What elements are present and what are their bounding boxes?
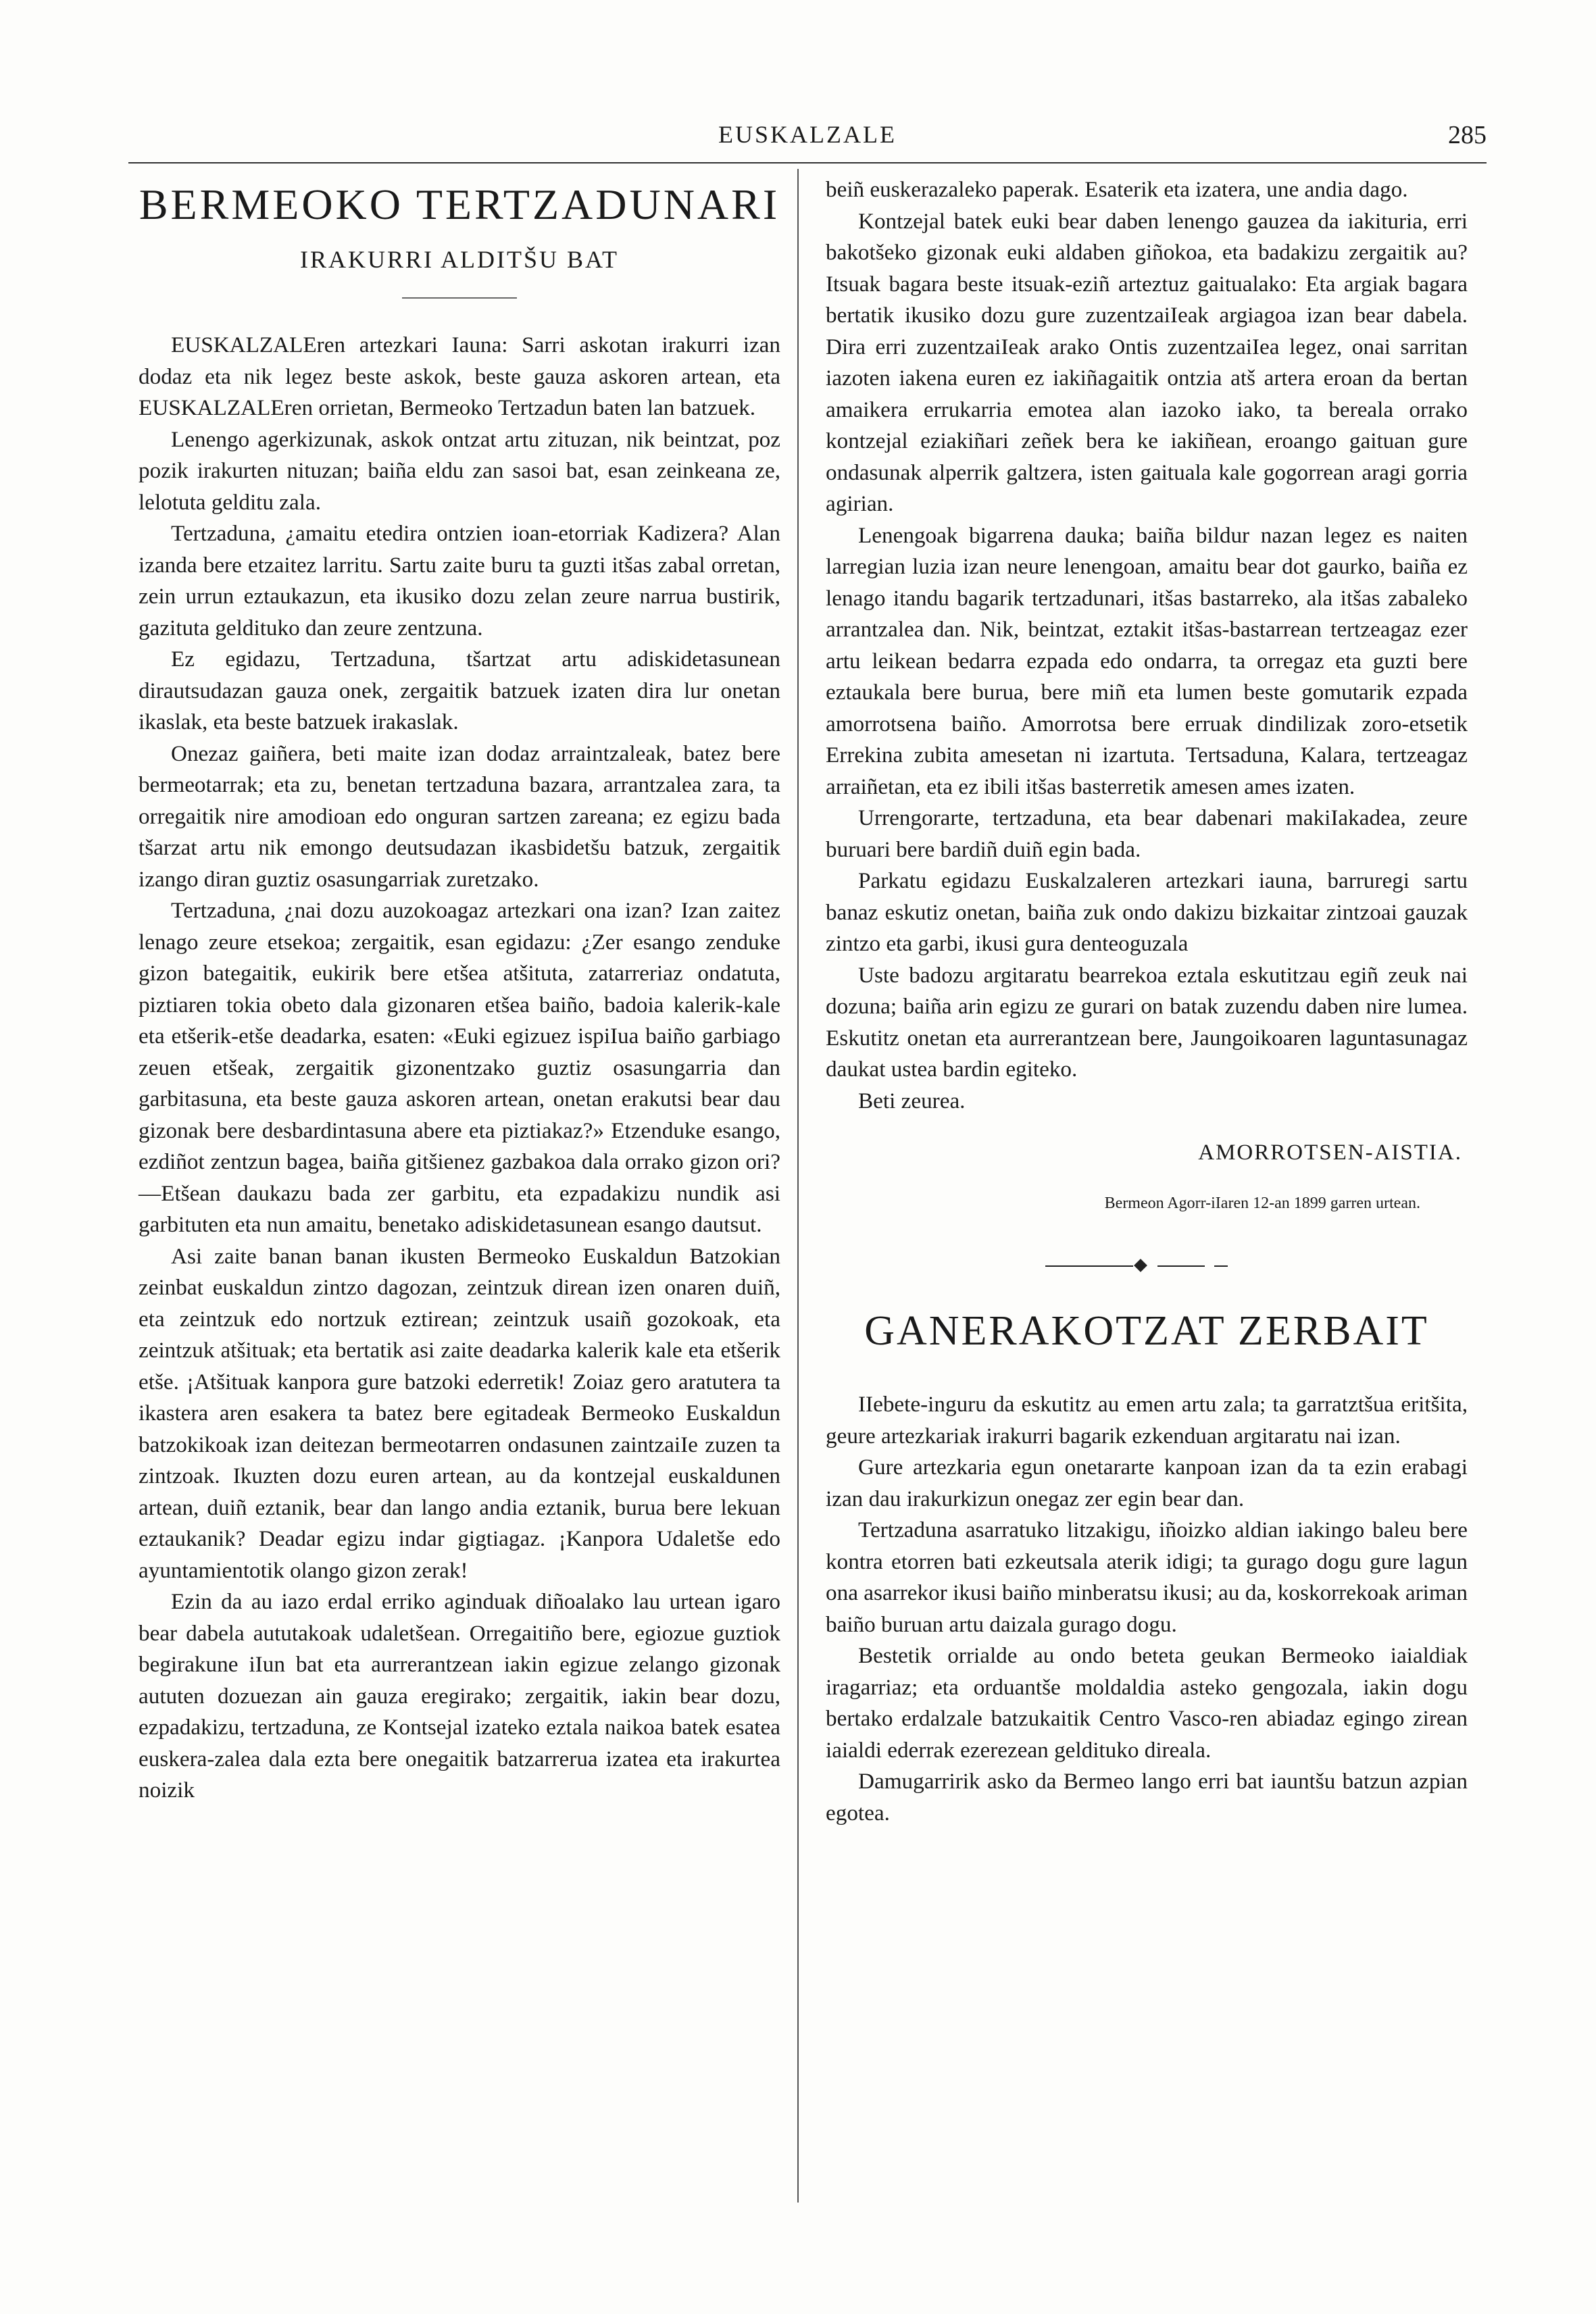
article-subtitle: IRAKURRI ALDITŠU BAT <box>299 246 619 273</box>
paragraph: Onezaz gaiñera, beti maite izan dodaz arraintzaleak, batez bere bermeotarrak; eta zu, benetan tertzaduna bazara, arrantzalea zara, ta orregaitik nire amodioan edo onguran sartzen zareana; ez egizu bada tšarzat artu nik emongo deutsudazan ikasbidetšu batzuk, zergaitik izango diran guztiz osasungarriak zuretzako. <box>139 740 780 892</box>
paragraph: Beti zeurea. <box>858 1088 966 1113</box>
paragraph: EUSKALZALEren artezkari Iauna: Sarri askotan irakurri izan dodaz eta nik legez beste askok, beste gauza askoren artean, eta EUSKALZALEren orrietan, Bermeoko Tertzadun baten lan batzuek. <box>139 332 780 420</box>
paragraph: Lenengoak bigarrena dauka; baiña bildur nazan legez es naiten larregian luzia izan neure lenengoan, amaitu bear dot gaurko, baiña ez lenago itandu bagarik tertzadunari, itšas bastarreko, ala itšas zabaleko arrantzalea dan. Nik, beintzat, eztakit itšas-bastarrean tertzeagaz ezer artu leikean bedarra ezpada edo ondarra, ta orregaz eta guzti bere eztaukala bere burua, bere miñ eta lumen beste gomutarik ezpada amorrotsena baiño. Amorrotsa bere erruak dindilizak zoro-etsetik Errekina zubita amesetan ni izartuta. Tertsaduna, Kalara, tertzeagaz arraiñetan, eta ez ibili itšas basterretik amesen ames izaten. <box>826 522 1468 799</box>
paragraph: Asi zaite banan banan ikusten Bermeoko Euskaldun Batzokian zeinbat euskaldun zintzo dagozan, zeintzuk direan izen onaren duiñ, eta zeintzuk edo nortzuk eztirean; zeintzuk usaiñ gozokoak, eta zeintzuk atšituak; eta bertatik asi zaite deadarka kalerik kale eta etšerik etše. ¡Atšituak kanpora gure batzoki ederretik! Zoiaz gero aratutera ta ikastera aren esakera ta batez bere egitadeak Bermeoko Euskaldun batzokikoak izan deitezan bermeotarren ondasunen zaintzaiIe zuzen ta zintzoak. Ikuzten dozu euren artean, au da kontzejal euskaldunen artean, duiñ eztanik, bear dan lango andia eztanik, burua bere lekuan eztaukanik? Deadar egizu indar gigtiagaz. ¡Kanpora Udaletše edo ayuntamientotik olango gizon zerak! <box>139 1243 780 1583</box>
column-divider <box>797 169 799 2203</box>
signature: AMORROTSEN-AISTIA. <box>1198 1140 1462 1165</box>
paragraph: Ez egidazu, Tertzaduna, tšartzat artu adiskidetasunean dirautsudazan gauza onek, zergaitik batzuek izaten dira lur onetan ikaslak, eta beste batzuek irakaslak. <box>139 647 780 734</box>
paragraph: Gure artezkaria egun onetararte kanpoan izan da ta ezin erabagi izan dau irakurkizun onegaz zer egin bear dan. <box>826 1455 1468 1511</box>
paragraph: Lenengo agerkizunak, askok ontzat artu zituzan, nik beintzat, poz pozik irakurten nituzan; baiña eldu zan sasoi bat, esan zeinkeana ze, lelotuta gelditu zala. <box>139 426 780 515</box>
paragraph: Kontzejal batek euki bear daben lenengo gauzea da iakituria, erri bakotšeko gizonak euki aldaben giñokoa, eta badakizu zergaitik au? Itsuak bagara beste itsuak-eziñ arteztuz gaitualako: Eta argiak bagara bertatik ikusiko dozu gure zuzentzaiIeak argiagoa izan bear dabela. Dira erri zuzentzaiIeak arako Ontis zuzentzaiIea legez, onai sarritan iazoten iakena euren ez iakiñagaitik ontzia atš artera eroan da bertan amaikera errukarria emotea alan iazoko iako, ta bereala orrako kontzejal eziakiñari zeñek bera ke iakiñean, eroango gaituan gure ondasunak alperrik galtzera, isten gaituala kale gogorrean aragi gorria agirian. <box>826 208 1468 516</box>
left-column <box>139 174 780 1807</box>
paragraph: Urrengorarte, tertzaduna, eta bear dabenari makiIakadea, zeure buruari bere bardiñ duiñ egin bada. <box>826 805 1468 862</box>
paragraph: beiñ euskerazaleko paperak. Esaterik eta izatera, une andia dago. <box>826 177 1408 202</box>
right-column <box>826 174 1468 1829</box>
paragraph: Tertzaduna, ¿nai dozu auzokoagaz artezkari ona izan? Izan zaitez lenago zeure etsekoa; zergaitik, esan egidazu: ¿Zer esango zenduke gizon bategaitik, eukirik bere etšea atšituta, zatarreriaz ondatuta, piztiaren tokia obeto dala gizonaren etšea baiño, badoia kalerik-kale eta etšerik-etše deadarka, esaten: «Euki egizuez ispiIua baiño garbiago zeuen etšeak, zergaitik gizonentzako guztiz osasungarria dan garbitasuna, eta beste gauza askoren artean, onetan erakutsi bear dau gizonak bere desbardintasuna abere eta piztiakaz?» Etzenduke esango, ezdiñot zentzun bagea, baiña gitšienez gazbakoa dala orrako gizon ori?—Etšean daukazu bada zer garbitu, eta ezpadakizu nundik asi garbituten eta nun amaitu, benetako adiskidetasunean esango dautsut. <box>139 898 780 1237</box>
paragraph: Tertzaduna asarratuko litzakigu, iñoizko aldian iakingo baleu bere kontra etorren bati ezkeutsala aterik idigi; ta gurago dogu gure lagun ona asarrekor ikusi baiño minberatsu ikusi; au da, koskorrekoak ariman baiño buruan artu daizala gurago dogu. <box>826 1517 1468 1637</box>
paragraph: Parkatu egidazu Euskalzaleren artezkari iauna, barruregi sartu banaz eskutiz onetan, baiña zuk ondo dakizu bizkaitar zintzoai gauzak zintzo eta garbi, ikusi gura denteoguzala <box>826 868 1468 956</box>
dateline: Bermeon Agorr-iIaren 12-an 1899 garren urtean. <box>1104 1194 1420 1212</box>
page-number: 285 <box>1448 121 1487 149</box>
paragraph: Tertzaduna, ¿amaitu etedira ontzien ioan-etorriak Kadizera? Alan izanda bere etzaitez larritu. Sartu zaite buru ta guzti itšas zabal orretan, zein urrun eztaukazun, eta ikusiko dozu zelan zeure narrua bustirik, gazituta gelditukо dan zeure zentzuna. <box>139 521 780 640</box>
article-title: BERMEOKO TERTZADUNARI <box>139 180 780 228</box>
running-title: EUSKALZALE <box>718 121 897 148</box>
paragraph: Uste badozu argitaratu bearrekoa eztala eskutitzau egiñ zeuk nai dozuna; baiña arin egizu ze gurari on batak zuzendu daben nire lumea. Eskutitz onetan eta aurrerantzean bere, Jaungoikoaren laguntasunagaz daukat ustea bardin egiteko. <box>826 962 1468 1082</box>
paragraph: IIebete-inguru da eskutitz au emen artu zala; ta garratztšua eritšita, geure artezkariak irakurri bagarik ezkenduan argitaratu nai izan. <box>826 1392 1468 1449</box>
paragraph: Damugarririk asko da Bermeo lango erri bat iauntšu batzun azpian egotea. <box>826 1769 1468 1826</box>
section-ornament <box>1045 1259 1248 1273</box>
paragraph: Ezin da au iazo erdal erriko aginduak diñoalako lau urtean igaro bear dabela aututakoak udaletšean. Orregaitiño bere, egiozue guztiok begirakune iIun bat eta aurrerantzean iakin egizue zelango gizonak aututen dozuezan ain gauza eregirako; zergaitik, iakin bear dozu, ezpadakizu, tertzaduna, ze Kontsejal izateko eztala naikoa batek esatea euskera-zalea dala ezta bere onegaitik batzarrerua izatea eta irakurtea noizik <box>139 1589 780 1803</box>
title-rule <box>402 297 517 299</box>
running-head <box>128 120 1487 164</box>
paragraph: Bestetik orrialde au ondo beteta geukan Bermeoko iaialdiak iragarriaz; eta orduantše moldaldia asteko gengozala, iakin dogu bertako erdalzale batzukaitik Centro Vasco-ren abiadaz egingo zirean iaialdi ederrak ezerezean geldituko direala. <box>826 1643 1468 1763</box>
section-title: GANERAKOTZAT ZERBAIT <box>864 1308 1429 1354</box>
